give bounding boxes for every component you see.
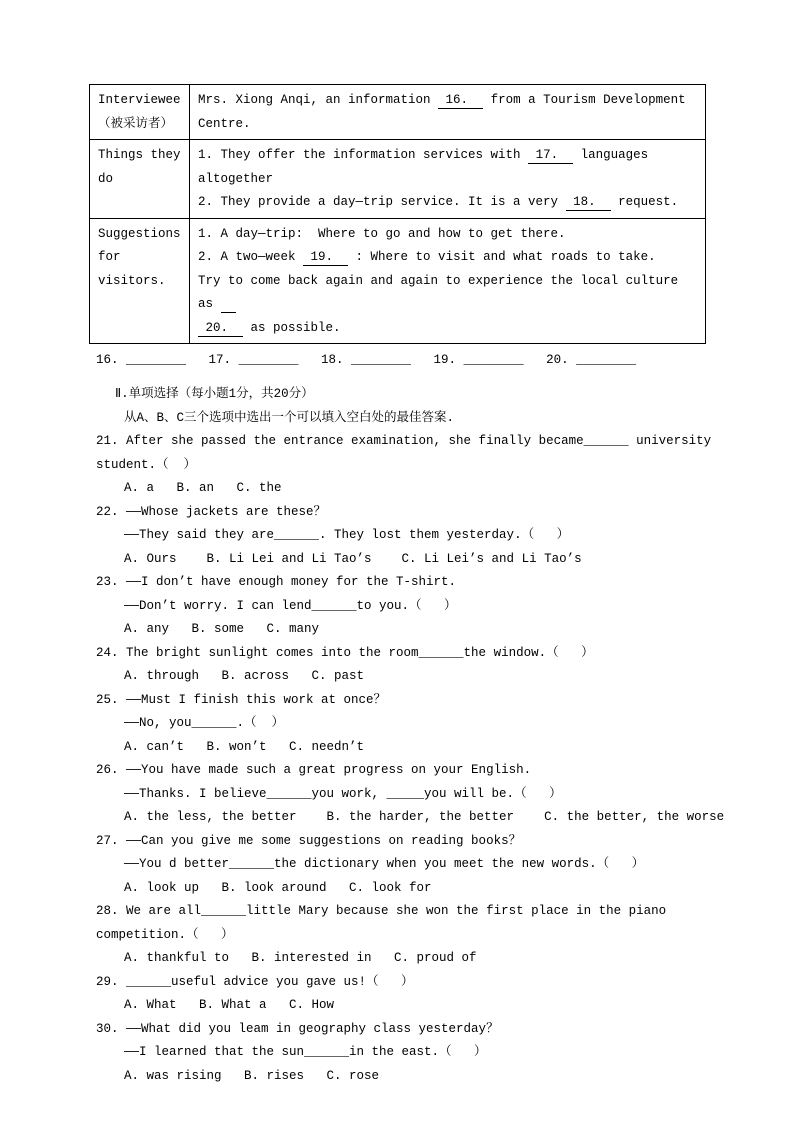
content-line: Centre. [198,116,251,131]
inline-blank: 18. [565,195,611,209]
row-label-cell [90,218,190,344]
question-line: 21. After she passed the entrance examination, she finally became______ university [96,434,712,448]
question-line: A. thankful to B. interested in C. proud of [124,951,477,965]
row-content-cell [190,218,706,344]
table-row [90,140,706,219]
question-line: A. What B. What a C. How [124,998,335,1012]
row-label-cell [90,140,190,219]
table-row [90,85,706,140]
content-line: 2. They provide a day—trip service. It is a very 18. request. [198,195,679,209]
question-line: A. Ours B. Li Lei and Li Tao’s C. Li Lei’s and Li Tao’s [124,551,582,566]
inline-blank [221,297,236,313]
interview-notes-table [89,84,706,344]
question-item [96,689,714,760]
question-line: ——You d better______the dictionary when you meet the new words.（ ） [124,857,645,871]
content-line: altogether [198,171,274,186]
question-item [96,900,714,971]
label-line: （被采访者） [98,116,174,131]
question-line: A. any B. some C. many [124,622,320,636]
question-item [96,830,714,901]
question-line: A. a B. an C. the [124,481,282,495]
label-line: Suggestions [98,226,181,241]
question-line: A. through B. across C. past [124,669,365,683]
question-line: competition.（ ） [96,927,234,942]
question-line: 22. ——Whose jackets are these？ [96,504,327,519]
question-line: 30. ——What did you leam in geography class yesterday？ [96,1021,499,1036]
content-line: 1. A day—trip: Where to go and how to get there. [198,226,566,241]
section-2-heading: Ⅱ.单项选择（每小题1分，共20分） [115,387,314,401]
inline-blank: 16. [438,93,484,107]
inline-blank: 20. [198,320,244,335]
question-line: A. the less, the better B. the harder, the better C. the better, the worse [124,810,725,824]
question-line: A. look up B. look around C. look for [124,880,432,895]
question-line: ——They said they are______. They lost them yesterday.（ ） [124,528,570,542]
question-line: 26. ——You have made such a great progress on your English. [96,763,532,777]
row-label-cell [90,85,190,140]
label-line: Interviewee [98,93,181,107]
label-line: for [98,250,121,264]
question-line: 29. ______useful advice you gave us!（ ） [96,974,414,989]
label-line: Things they [98,148,181,162]
content-line: 1. They offer the information services with 17. languages [198,148,649,162]
question-line: A. was rising B. rises C. rose [124,1068,380,1083]
question-line: ——Thanks. I believe______you work, _____you will be.（ ） [124,786,562,801]
answer-blanks-line: 16. ________ 17. ________ 18. ________ 19. ________ 20. ________ [96,353,637,367]
question-line: 25. ——Must I finish this work at once？ [96,692,387,707]
question-list [96,430,725,1088]
content-line: 20. as possible. [198,320,341,335]
interview-notes-table-body [90,85,706,344]
row-content-cell [190,85,706,140]
content-line: 2. A two—week 19. : Where to visit and what roads to take. [198,250,656,264]
question-item [96,759,725,830]
table-row [90,218,706,344]
inline-blank: 19. [303,250,349,264]
question-line: ——I learned that the sun______in the east.（ ） [124,1045,487,1059]
question-line: A. can’t B. won’t C. needn’t [124,739,365,754]
question-item [96,571,714,642]
question-item [96,971,714,1018]
content-line: Mrs. Xiong Anqi, an information 16. from a Tourism Development [198,93,686,107]
question-line: 28. We are all______little Mary because she won the first place in the piano [96,904,667,918]
question-line: ——No, you______.（ ） [124,716,285,730]
question-line: 27. ——Can you give me some suggestions on reading books？ [96,833,522,848]
question-line: ——Don’t worry. I can lend______to you.（ ） [124,598,457,613]
question-line: 23. ——I don’t have enough money for the T-shirt. [96,575,457,589]
inline-blank: 17. [528,148,574,162]
content-line: Try to come back again and again to experience the local culture as [198,273,686,311]
question-line: 24. The bright sunlight comes into the room______the window.（ ） [96,645,594,660]
question-item [96,501,714,572]
section-2-instruction: 从A、B、C三个选项中选出一个可以填入空白处的最佳答案. [124,410,455,425]
label-line: visitors. [98,273,166,288]
label-line: do [98,171,114,186]
question-line: student.（ ） [96,457,197,472]
question-item [96,430,714,501]
text-block [89,348,725,1088]
question-item [96,1018,714,1089]
question-item [96,642,714,689]
row-content-cell [190,140,706,219]
